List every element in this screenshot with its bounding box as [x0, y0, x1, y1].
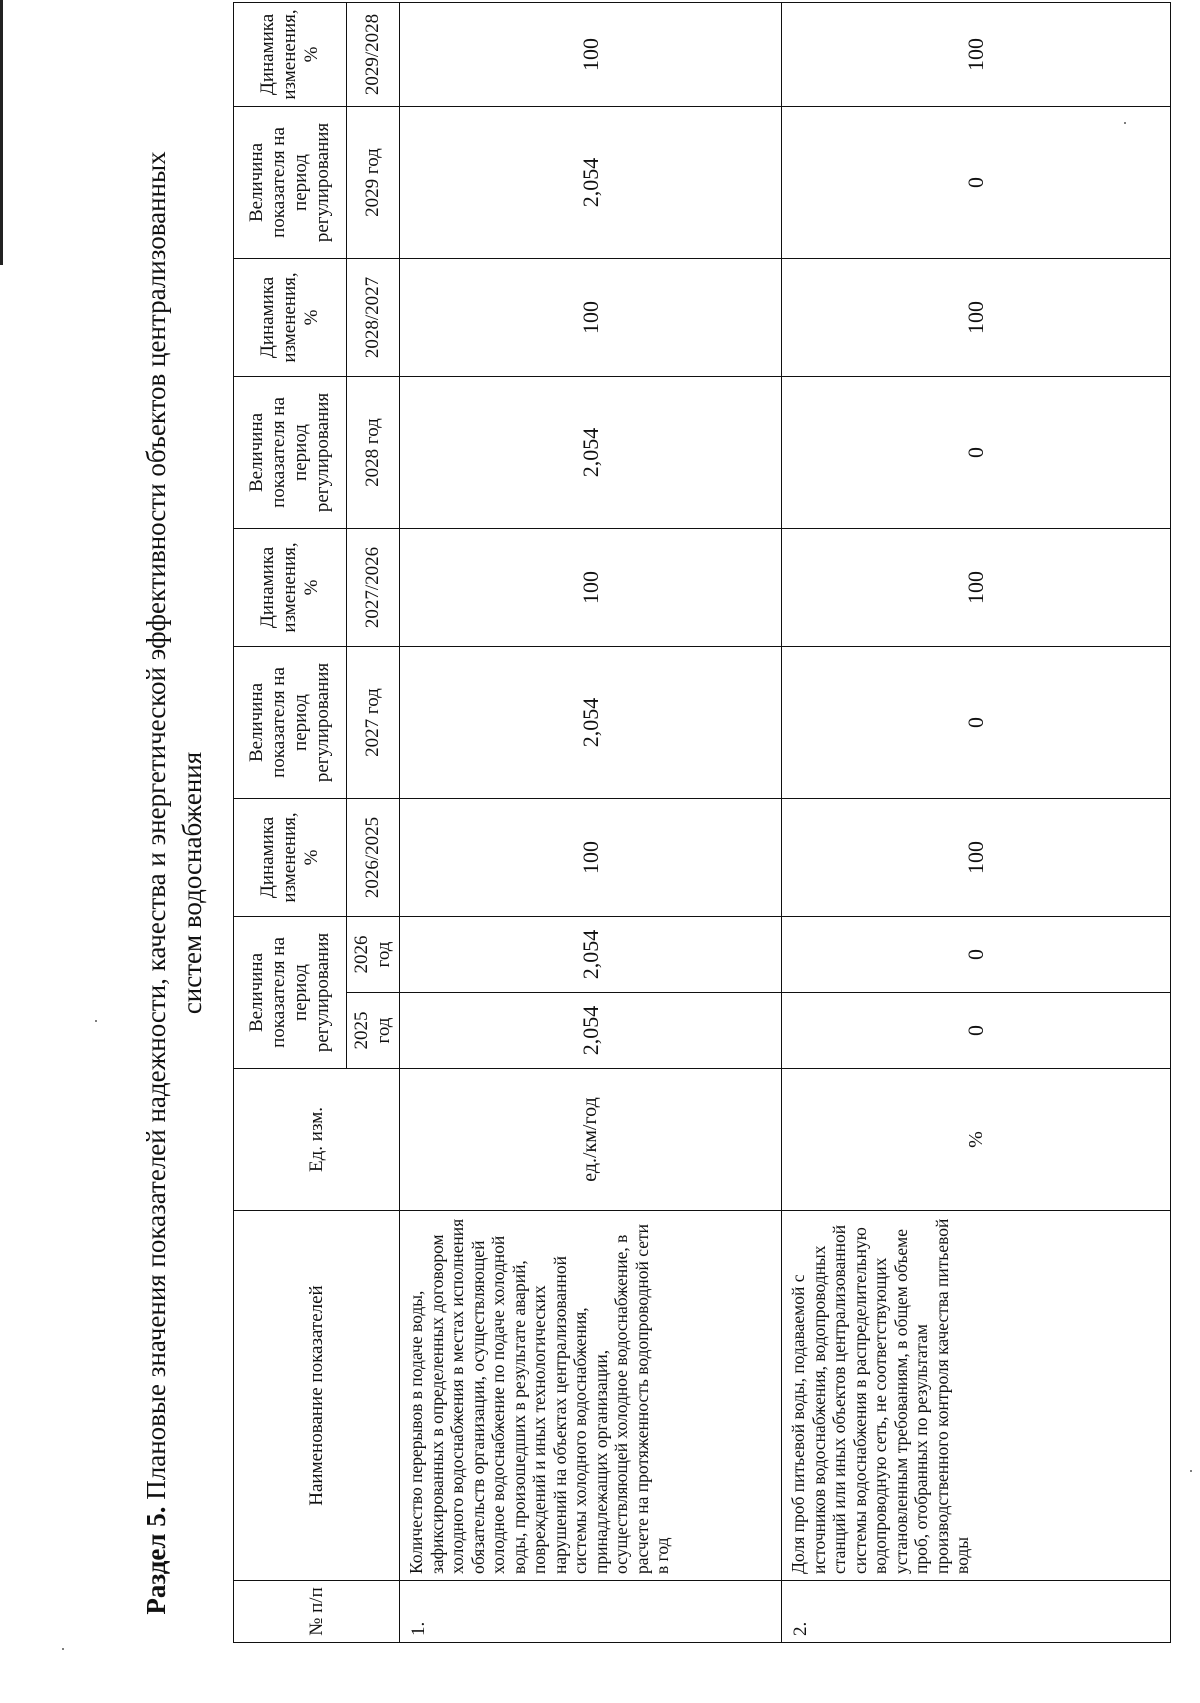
header-value-2028: Величина показателя на период регулирования	[234, 376, 347, 528]
indicator-unit: %	[782, 1069, 1171, 1211]
dynamic-2027: 100	[400, 528, 782, 646]
header-unit: Ед. изм.	[234, 1069, 400, 1211]
row-number: 1.	[400, 1581, 782, 1643]
table-row	[400, 2, 782, 1642]
value-2027: 0	[782, 646, 1171, 798]
section-title	[138, 103, 210, 1663]
dynamic-2026: 100	[782, 798, 1171, 916]
year-2025: 2025 год	[347, 993, 400, 1069]
year-2027: 2027 год	[347, 646, 400, 798]
value-2029: 2,054	[400, 106, 782, 258]
value-2025: 2,054	[400, 993, 782, 1069]
ratio-2029-2028: 2029/2028	[347, 2, 400, 106]
section-number: Раздел 5.	[141, 1506, 171, 1615]
indicator-unit: ед./км/год	[400, 1069, 782, 1211]
header-dynamic-2028: Динамика изменения, %	[234, 258, 347, 376]
header-value-2025-2026: Величина показателя на период регулирования	[234, 916, 347, 1068]
indicator-name: Доля проб питьевой воды, подаваемой с источников водоснабжения, водопроводных станций или иных объектов централизованной системы водоснабжения в распределительную водопроводную сеть, не соответствующих установленным требованиям, в общем объеме проб, отобранных по результатам производственного контроля качества питьевой воды	[782, 1211, 1171, 1581]
ratio-2028-2027: 2028/2027	[347, 258, 400, 376]
value-2025: 0	[782, 993, 1171, 1069]
value-2026: 2,054	[400, 916, 782, 992]
value-2029: 0	[782, 106, 1171, 258]
indicators-table	[233, 2, 1171, 1643]
dynamic-2028: 100	[782, 258, 1171, 376]
ratio-2026-2025: 2026/2025	[347, 798, 400, 916]
section-title-line1: Плановые значения показателей надежности, качества и энергетической эффективности объектов централизованных	[141, 151, 171, 1500]
dynamic-2026: 100	[400, 798, 782, 916]
year-2026: 2026 год	[347, 916, 400, 992]
section-title-line2: систем водоснабжения	[177, 751, 207, 1015]
ratio-2027-2026: 2027/2026	[347, 528, 400, 646]
dynamic-2028: 100	[400, 258, 782, 376]
header-num: № п/п	[234, 1581, 400, 1643]
year-2029: 2029 год	[347, 106, 400, 258]
row-number: 2.	[782, 1581, 1171, 1643]
header-row-top	[234, 2, 347, 1642]
header-value-2029: Величина показателя на период регулирования	[234, 106, 347, 258]
header-dynamic-2027: Динамика изменения, %	[234, 528, 347, 646]
indicator-name: Количество перерывов в подаче воды, зафиксированных в определенных договором холодного водоснабжения в местах исполнения обязательств организации, осуществляющей холодное водоснабжение по подаче холодной воды, произошедших в результате аварий, повреждений и иных технологических нарушений на объектах централизованной системы холодного водоснабжения, принадлежащих организации, осуществляющей холодное водоснабжение, в расчете на протяженность водопроводной сети в год	[400, 1211, 782, 1581]
header-dynamic-2026: Динамика изменения, %	[234, 798, 347, 916]
value-2028: 0	[782, 376, 1171, 528]
header-value-2027: Величина показателя на период регулирования	[234, 646, 347, 798]
table-row	[782, 2, 1171, 1642]
value-2027: 2,054	[400, 646, 782, 798]
dynamic-2029: 100	[400, 2, 782, 106]
value-2026: 0	[782, 916, 1171, 992]
header-dynamic-2029: Динамика изменения, %	[234, 2, 347, 106]
value-2028: 2,054	[400, 376, 782, 528]
year-2028: 2028 год	[347, 376, 400, 528]
dynamic-2027: 100	[782, 528, 1171, 646]
dynamic-2029: 100	[782, 2, 1171, 106]
header-name: Наименование показателей	[234, 1211, 400, 1581]
